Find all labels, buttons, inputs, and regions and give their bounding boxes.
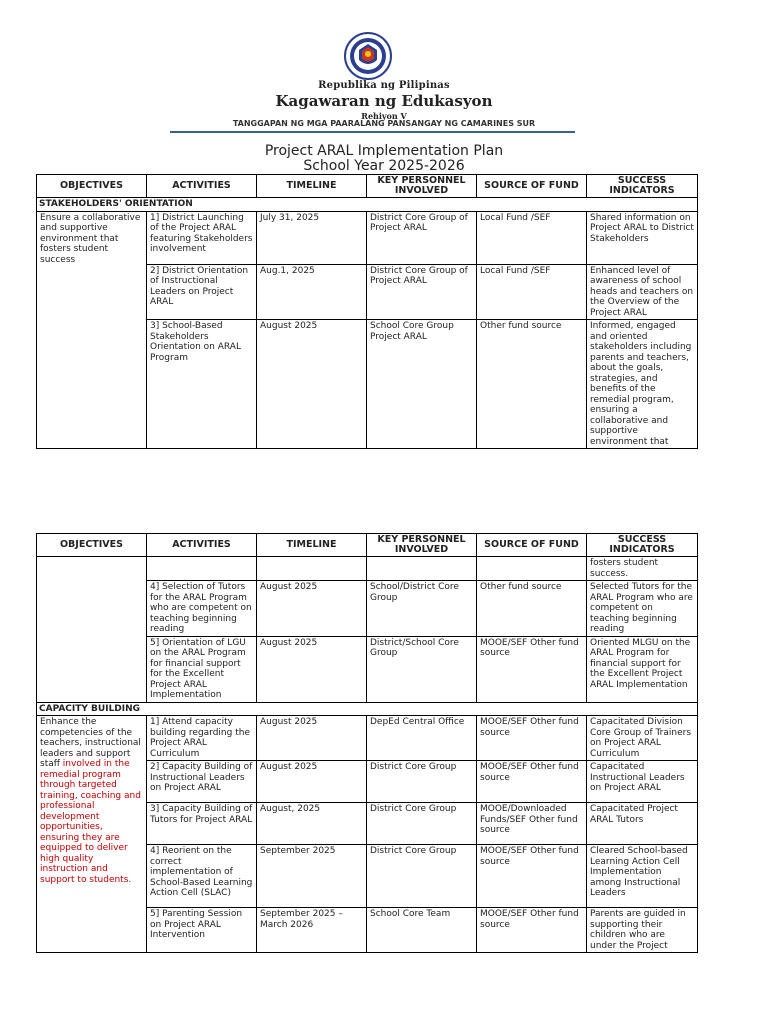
indicator-cell: Enhanced level of awareness of school heads and teachers on the Overview of the Project ARAL <box>587 264 698 320</box>
table-header-row <box>37 534 698 557</box>
timeline-cell: August 2025 <box>257 320 367 449</box>
office-text: TANGGAPAN NG MGA PAARALANG PANSANGAY NG CAMARINES SUR <box>232 119 536 128</box>
fund-cell: MOOE/Downloaded Funds/SEF Other fund source <box>477 803 587 845</box>
fund-cell: Other fund source <box>477 581 587 637</box>
objective-cell: Ensure a collaborative and supportive environment that fosters student success <box>37 211 147 449</box>
implementation-table-page-1 <box>36 174 698 449</box>
fund-cell: MOOE/SEF Other fund source <box>477 845 587 908</box>
deped-seal-icon <box>344 32 392 80</box>
objective-cell <box>37 557 147 703</box>
personnel-cell: School/District Core Group <box>367 581 477 637</box>
fund-cell: MOOE/SEF Other fund source <box>477 716 587 761</box>
timeline-cell <box>257 557 367 581</box>
objective-text-highlight: involved in the remedial program through targeted training, coaching and professional development opportunities, ensuring they are equipped to deliver high quality instruction and support to students. <box>40 759 141 885</box>
fund-cell: Local Fund /SEF <box>477 211 587 264</box>
personnel-cell: District Core Group of Project ARAL <box>367 211 477 264</box>
personnel-cell: School Core Group Project ARAL <box>367 320 477 449</box>
fund-cell: MOOE/SEF Other fund source <box>477 908 587 953</box>
fund-cell: Other fund source <box>477 320 587 449</box>
personnel-cell: District Core Group <box>367 761 477 803</box>
column-header: ACTIVITIES <box>147 534 257 557</box>
fund-cell: Local Fund /SEF <box>477 264 587 320</box>
header-divider <box>170 131 575 133</box>
timeline-cell: July 31, 2025 <box>257 211 367 264</box>
column-header: TIMELINE <box>257 175 367 198</box>
column-header: TIMELINE <box>257 534 367 557</box>
activity-cell: 3] School-Based Stakeholders Orientation on ARAL Program <box>147 320 257 449</box>
column-header: ACTIVITIES <box>147 175 257 198</box>
department-text: Kagawaran ng Edukasyon <box>275 92 493 110</box>
activity-cell <box>147 557 257 581</box>
activity-cell: 1] Attend capacity building regarding the Project ARAL Curriculum <box>147 716 257 761</box>
indicator-cell: Informed, engaged and oriented stakeholders including parents and teachers, about the goals, strategies, and benefits of the remedial program, ensuring a collaborative and supportive environment that <box>587 320 698 449</box>
table-row <box>37 211 698 264</box>
indicator-cell: Oriented MLGU on the ARAL Program for financial support for the Excellent Project ARAL Implementation <box>587 636 698 702</box>
activity-cell: 4] Reorient on the correct implementation of School-Based Learning Action Cell (SLAC) <box>147 845 257 908</box>
personnel-cell: District/School Core Group <box>367 636 477 702</box>
section-label: STAKEHOLDERS' ORIENTATION <box>37 198 698 212</box>
activity-cell: 1] District Launching of the Project ARAL featuring Stakeholders involvement <box>147 211 257 264</box>
timeline-cell: August 2025 <box>257 761 367 803</box>
table-header-row <box>37 175 698 198</box>
personnel-cell: District Core Group <box>367 803 477 845</box>
timeline-cell: Aug.1, 2025 <box>257 264 367 320</box>
timeline-cell: August 2025 <box>257 716 367 761</box>
activity-cell: 5] Orientation of LGU on the ARAL Program for financial support for the Excellent Project ARAL Implementation <box>147 636 257 702</box>
column-header: SUCCESS INDICATORS <box>587 175 698 198</box>
indicator-cell: Cleared School-based Learning Action Cell Implementation among Instructional Leaders <box>587 845 698 908</box>
column-header: OBJECTIVES <box>37 534 147 557</box>
activity-cell: 2] District Orientation of Instructional Leaders on Project ARAL <box>147 264 257 320</box>
personnel-cell: District Core Group <box>367 845 477 908</box>
objective-text: Enhance the competencies of the teachers, instructional leaders and support staff <box>40 717 141 769</box>
section-label: CAPACITY BUILDING <box>37 702 698 716</box>
timeline-cell: August 2025 <box>257 581 367 637</box>
column-header: KEY PERSONNEL INVOLVED <box>367 534 477 557</box>
timeline-cell: September 2025 – March 2026 <box>257 908 367 953</box>
fund-cell: MOOE/SEF Other fund source <box>477 636 587 702</box>
fund-cell <box>477 557 587 581</box>
activity-cell: 3] Capacity Building of Tutors for Project ARAL <box>147 803 257 845</box>
fund-cell: MOOE/SEF Other fund source <box>477 761 587 803</box>
document-subtitle: School Year 2025-2026 <box>303 158 465 174</box>
region-text: Rehiyon V <box>361 111 407 121</box>
implementation-table-page-2 <box>36 533 698 953</box>
section-row <box>37 702 698 716</box>
column-header: SUCCESS INDICATORS <box>587 534 698 557</box>
column-header: SOURCE OF FUND <box>477 175 587 198</box>
indicator-cell: fosters student success. <box>587 557 698 581</box>
table-row <box>37 716 698 761</box>
indicator-cell: Capacitated Instructional Leaders on Project ARAL <box>587 761 698 803</box>
timeline-cell: August 2025 <box>257 636 367 702</box>
objective-cell <box>37 716 147 953</box>
activity-cell: 2] Capacity Building of Instructional Leaders on Project ARAL <box>147 761 257 803</box>
column-header: KEY PERSONNEL INVOLVED <box>367 175 477 198</box>
indicator-cell: Parents are guided in supporting their children who are under the Project <box>587 908 698 953</box>
column-header: OBJECTIVES <box>37 175 147 198</box>
indicator-cell: Capacitated Division Core Group of Trainers on Project ARAL Curriculum <box>587 716 698 761</box>
personnel-cell: District Core Group of Project ARAL <box>367 264 477 320</box>
activity-cell: 5] Parenting Session on Project ARAL Intervention <box>147 908 257 953</box>
activity-cell: 4] Selection of Tutors for the ARAL Program who are competent on teaching beginning reading <box>147 581 257 637</box>
table-row <box>37 557 698 581</box>
indicator-cell: Shared information on Project ARAL to District Stakeholders <box>587 211 698 264</box>
indicator-cell: Selected Tutors for the ARAL Program who are competent on teaching beginning reading <box>587 581 698 637</box>
section-row <box>37 198 698 212</box>
republic-text: Republika ng Pilipinas <box>318 80 450 91</box>
indicator-cell: Capacitated Project ARAL Tutors <box>587 803 698 845</box>
timeline-cell: August, 2025 <box>257 803 367 845</box>
column-header: SOURCE OF FUND <box>477 534 587 557</box>
timeline-cell: September 2025 <box>257 845 367 908</box>
personnel-cell <box>367 557 477 581</box>
personnel-cell: School Core Team <box>367 908 477 953</box>
document-title: Project ARAL Implementation Plan <box>264 143 504 159</box>
personnel-cell: DepEd Central Office <box>367 716 477 761</box>
